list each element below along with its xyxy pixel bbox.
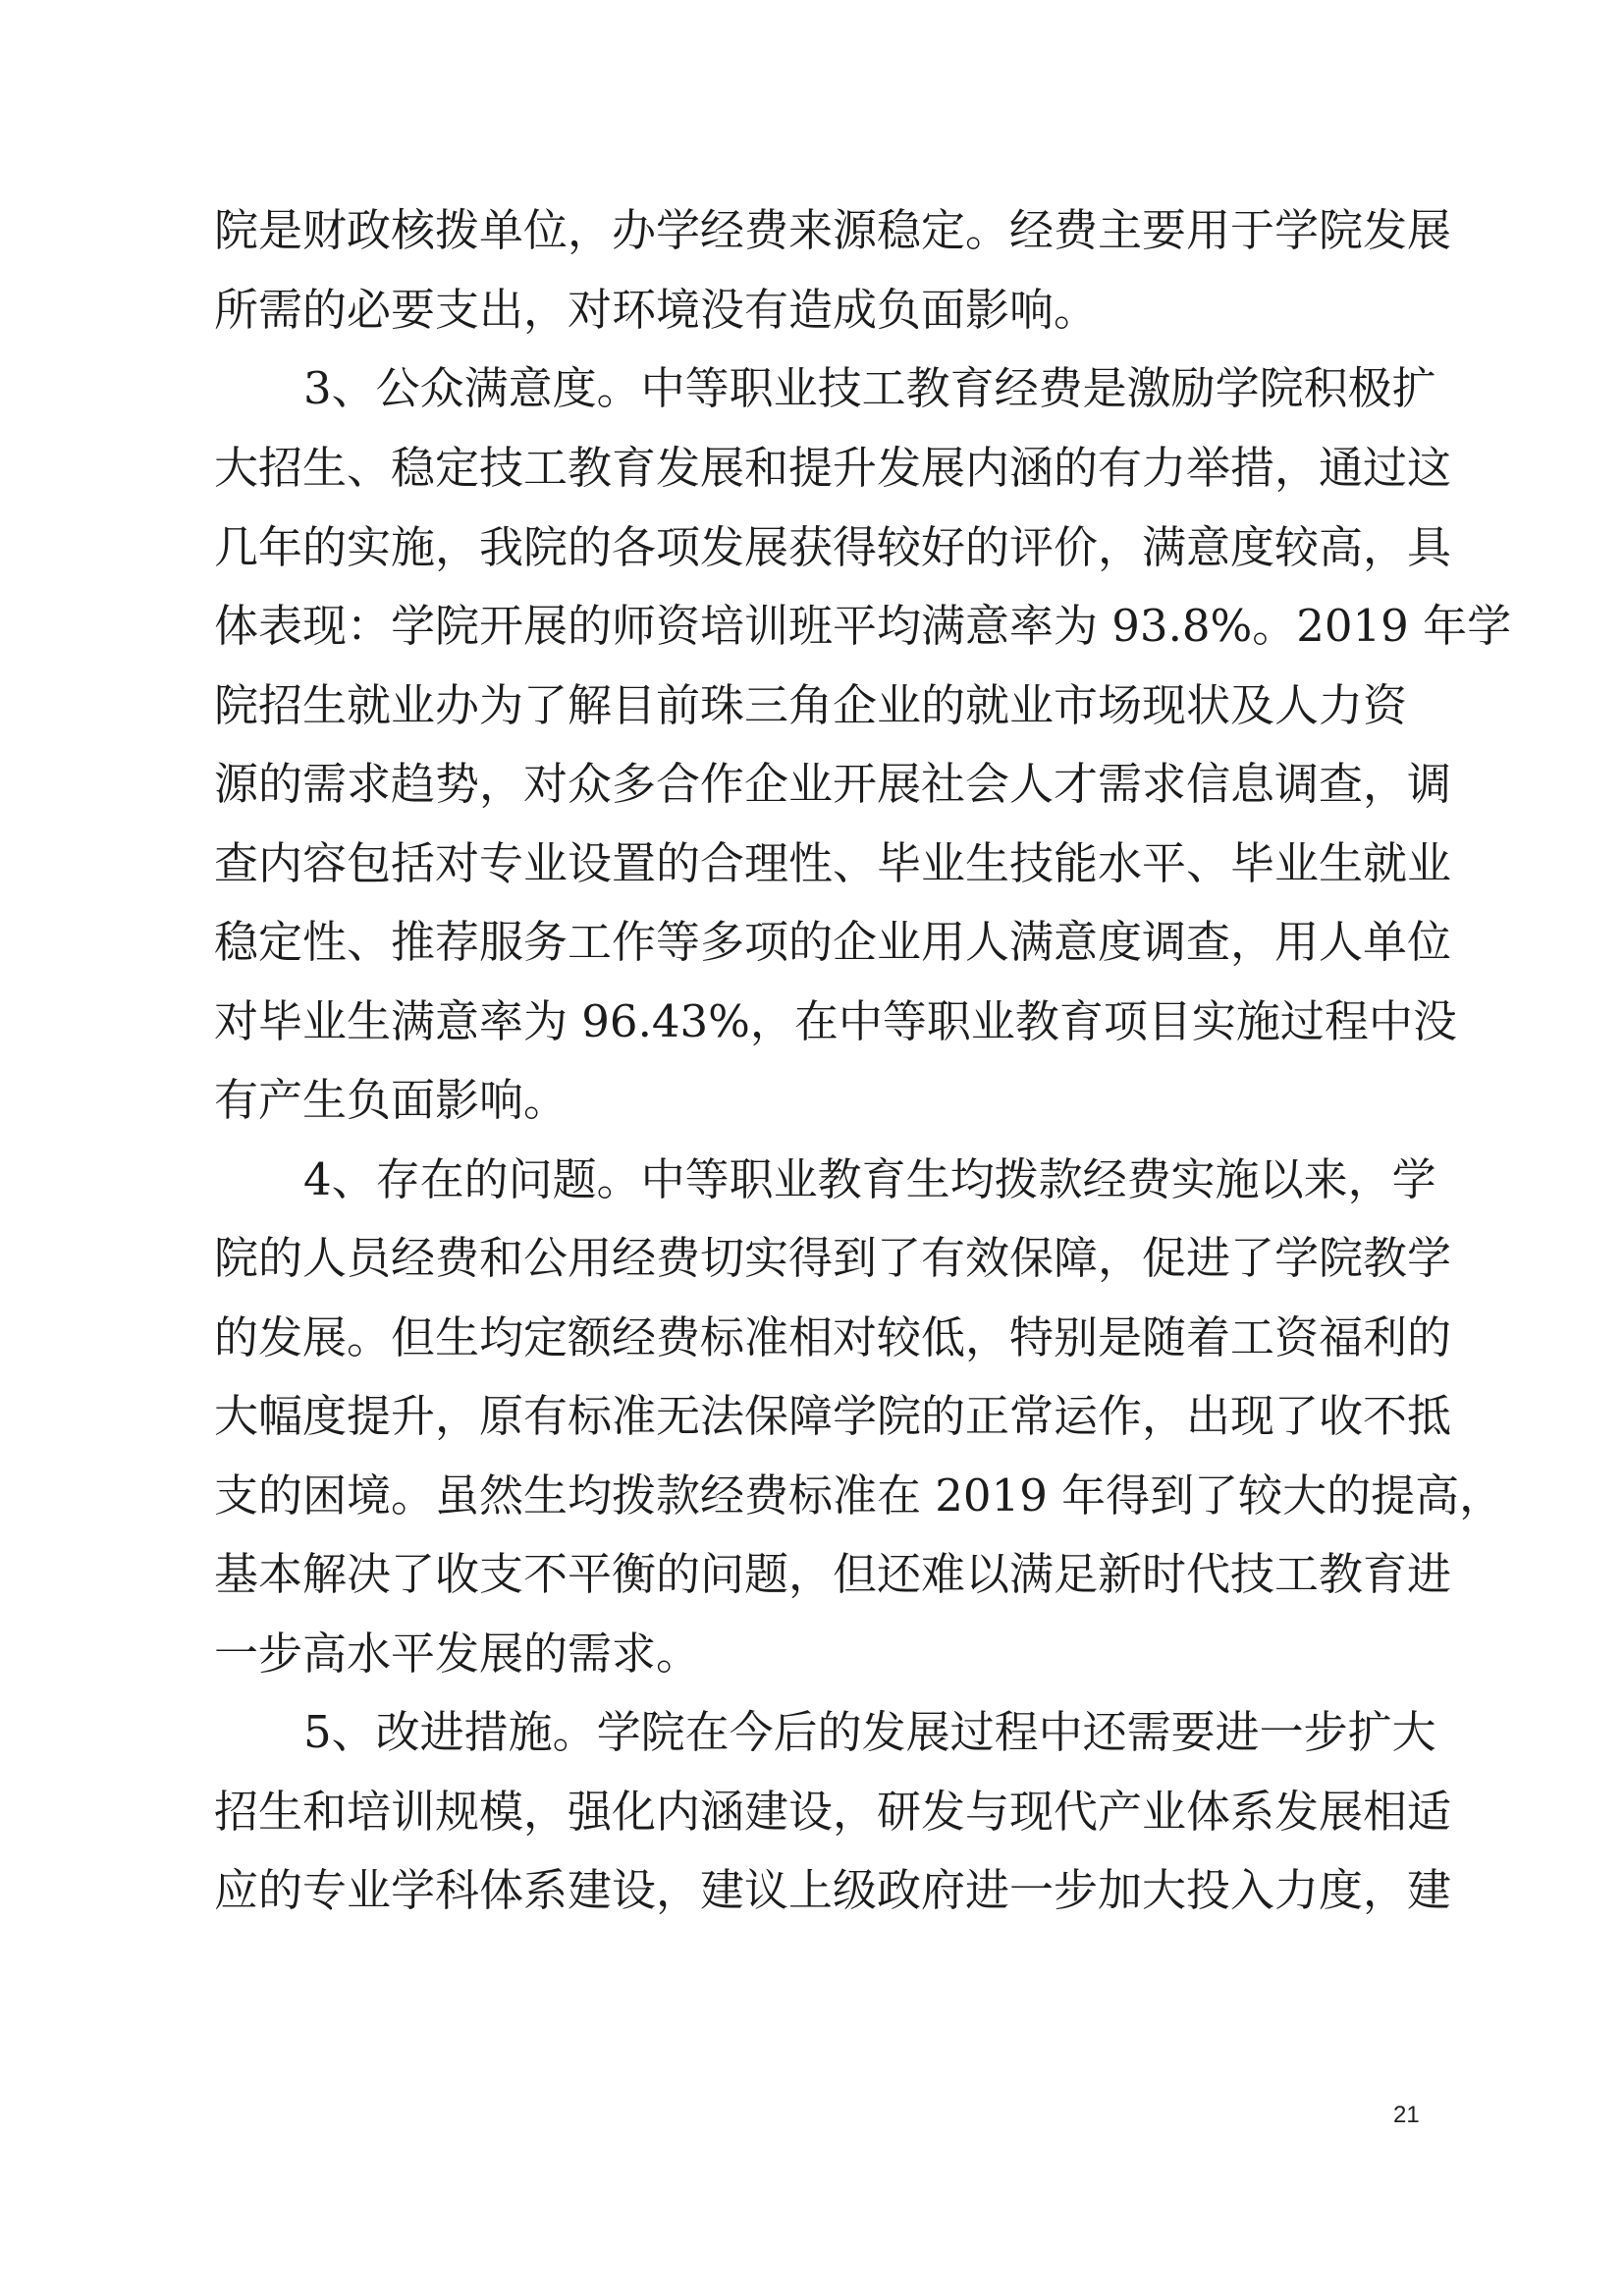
text-line: 一步高水平发展的需求。 bbox=[214, 1628, 701, 1680]
text-line: 院是财政核拨单位，办学经费来源稳定。经费主要用于学院发展 bbox=[214, 204, 1452, 256]
text-line: 所需的必要支出，对环境没有造成负面影响。 bbox=[214, 284, 1099, 336]
text-line: 查内容包括对专业设置的合理性、毕业生技能水平、毕业生就业 bbox=[214, 837, 1452, 889]
paragraph-3-start: 3、公众满意度。中等职业技工教育经费是激励学院积极扩 bbox=[303, 362, 1436, 414]
text-line: 有产生负面影响。 bbox=[214, 1074, 568, 1126]
text-line: 院招生就业办为了解目前珠三角企业的就业市场现状及人力资 bbox=[214, 679, 1408, 731]
text-line: 基本解决了收支不平衡的问题，但还难以满足新时代技工教育进 bbox=[214, 1548, 1452, 1600]
paragraph-5-start: 5、改进措施。学院在今后的发展过程中还需要进一步扩大 bbox=[303, 1706, 1436, 1758]
text-line: 支的困境。虽然生均拨款经费标准在 2019 年得到了较大的提高， bbox=[214, 1469, 1504, 1522]
text-line: 稳定性、推荐服务工作等多项的企业用人满意度调查，用人单位 bbox=[214, 916, 1452, 968]
text-line: 大幅度提升，原有标准无法保障学院的正常运作，出现了收不抵 bbox=[214, 1390, 1452, 1442]
text-line: 几年的实施，我院的各项发展获得较好的评价，满意度较高，具 bbox=[214, 521, 1452, 573]
text-line: 的发展。但生均定额经费标准相对较低，特别是随着工资福利的 bbox=[214, 1311, 1452, 1363]
text-line: 大招生、稳定技工教育发展和提升发展内涵的有力举措，通过这 bbox=[214, 442, 1452, 494]
text-line: 体表现：学院开展的师资培训班平均满意率为 93.8%。2019 年学 bbox=[214, 600, 1512, 652]
page-number: 21 bbox=[1393, 2102, 1420, 2128]
text-line: 源的需求趋势，对众多合作企业开展社会人才需求信息调查，调 bbox=[214, 758, 1452, 810]
text-line: 应的专业学科体系建设，建议上级政府进一步加大投入力度，建 bbox=[214, 1864, 1452, 1916]
text-line: 对毕业生满意率为 96.43%，在中等职业教育项目实施过程中没 bbox=[214, 995, 1457, 1047]
text-line: 招生和培训规模，强化内涵建设，研发与现代产业体系发展相适 bbox=[214, 1786, 1452, 1838]
text-line: 院的人员经费和公用经费切实得到了有效保障，促进了学院教学 bbox=[214, 1232, 1452, 1284]
paragraph-4-start: 4、存在的问题。中等职业教育生均拨款经费实施以来，学 bbox=[303, 1153, 1436, 1205]
